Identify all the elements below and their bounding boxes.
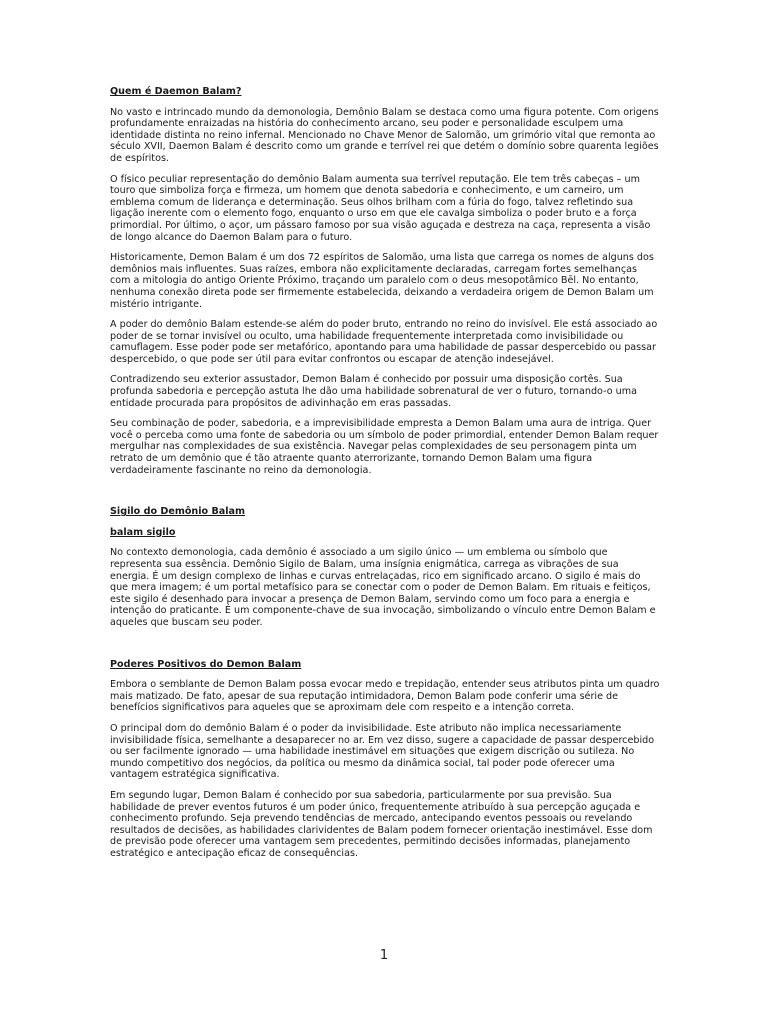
paragraph: A poder do demônio Balam estende-se além do poder bruto, entrando no reino do invisível. Ele está associado ao poder de se tornar invisível ou oculto, uma habilidade frequentemente interpretada como invisibilidade ou camuflagem. Esse poder pode ser metafórico, apontando para uma habilidade de passar despercebido ou passar despercebido, o que pode ser útil para evitar confrontos ou escapar de atenção indesejável. (110, 319, 658, 365)
document-body (110, 86, 660, 868)
section-subheading-balam-sigilo: balam sigilo (110, 526, 176, 538)
paragraph: No vasto e intrincado mundo da demonologia, Demônio Balam se destaca como uma figura potente. Com origens profundamente enraizadas na história do conhecimento arcano, seu poder e personalidade esculpem uma identidade distinta no reino infernal. Mencionado no Chave Menor de Salomão, um grimório vital que remonta ao século XVII, Daemon Balam é descrito como um grande e terrível rei que detém o domínio sobre quarenta legiões de espíritos. (110, 106, 659, 164)
section-heading-quem-e-daemon-balam: Quem é Daemon Balam? (110, 86, 242, 97)
paragraph: No contexto demonologia, cada demônio é associado a um sigilo único — um emblema ou símbolo que representa sua essência. Demônio Sigilo de Balam, uma insígnia enigmática, carrega as vibrações de sua energia. É um design complexo de linhas e curvas entrelaçadas, rico em significado arcano. O sigilo é mais do que mera imagem; é um portal metafísico para se conectar com o poder de Demon Balam. Em rituais e feitiços, este sigilo é desenhado para invocar a presença de Demon Balam, servindo como um foco para a energia e intenção do praticante. É um componente-chave de sua invocação, simbolizando o vínculo entre Demon Balam e aqueles que buscam seu poder. (110, 547, 656, 628)
paragraph: Historicamente, Demon Balam é um dos 72 espíritos de Salomão, uma lista que carrega os nomes de alguns dos demônios mais influentes. Suas raízes, embora não explicitamente declaradas, carregam fortes semelhanças com a mitologia do antigo Oriente Próximo, traçando um paralelo com o deus mesopotâmico Bēl. No entanto, nenhuma conexão direta pode ser firmemente estabelecida, deixando a verdadeira origem de Demon Balam um mistério intrigante. (110, 252, 654, 310)
section-heading-poderes-positivos: Poderes Positivos do Demon Balam (110, 658, 302, 670)
section-spacer (110, 485, 660, 506)
paragraph: O físico peculiar representação do demônio Balam aumenta sua terrível reputação. Ele tem três cabeças – um touro que simboliza força e firmeza, um homem que denota sabedoria e conhecimento, e um carneiro, um emblema comum de liderança e determinação. Seus olhos brilham com a fúria do fogo, talvez refletindo sua ligação inerente com o elemento fogo, enquanto o urso em que ele cavalga simboliza o poder bruto e a força primordial. Por último, o açor, um pássaro famoso por sua visão aguçada e destreza na caça, representa a visão de longo alcance do Daemon Balam para o futuro. (110, 173, 651, 243)
paragraph: Embora o semblante de Demon Balam possa evocar medo e trepidação, entender seus atributos pinta um quadro mais matizado. De fato, apesar de sua reputação intimidadora, Demon Balam pode conferir uma série de benefícios significativos para aqueles que se aproximam dele com respeito e a intenção correta. (110, 679, 660, 714)
section-heading-sigilo: Sigilo do Demônio Balam (110, 506, 246, 518)
paragraph: Em segundo lugar, Demon Balam é conhecido por sua sabedoria, particularmente por sua previsão. Sua habilidade de prever eventos futuros é um poder único, frequentemente atribuído à sua percepção aguçada e conhecimento profundo. Seja prevendo tendências de mercado, antecipando eventos pessoais ou revelando resultados de decisões, as habilidades clarividentes de Balam podem fornecer orientação inestimável. Esse dom de previsão pode oferecer uma vantagem sem precedentes, permitindo decisões informadas, planejamento estratégico e antecipação eficaz de consequências. (110, 789, 653, 859)
paragraph: Seu combinação de poder, sabedoria, e a imprevisibilidade empresta a Demon Balam uma aura de intriga. Quer você o perceba como uma fonte de sabedoria ou um símbolo de poder primordial, entender Demon Balam requer mergulhar nas complexidades de sua existência. Navegar pelas complexidades de seu personagem pinta um retrato de um demônio que é tão atraente quanto aterrorizante, tornando Demon Balam uma figura verdadeiramente fascinante no reino da demonologia. (110, 418, 659, 476)
section-spacer (110, 638, 660, 659)
paragraph: O principal dom do demônio Balam é o poder da invisibilidade. Este atributo não implica necessariamente invisibilidade física, semelhante a desaparecer no ar. Em vez disso, sugere a capacidade de passar despercebido ou ser facilmente ignorado — uma habilidade inestimável em situações que exigem discrição ou sutileza. No mundo competitivo dos negócios, da política ou mesmo da dinâmica social, tal poder pode oferecer uma vantagem estratégica significativa. (110, 722, 655, 781)
paragraph: Contradizendo seu exterior assustador, Demon Balam é conhecido por possuir uma disposição cortês. Sua profunda sabedoria e percepção astuta lhe dão uma habilidade sobrenatural de ver o futuro, tornando-o uma entidade procurada para propósitos de adivinhação em eras passadas. (110, 374, 637, 409)
page-number: 1 (379, 948, 389, 963)
